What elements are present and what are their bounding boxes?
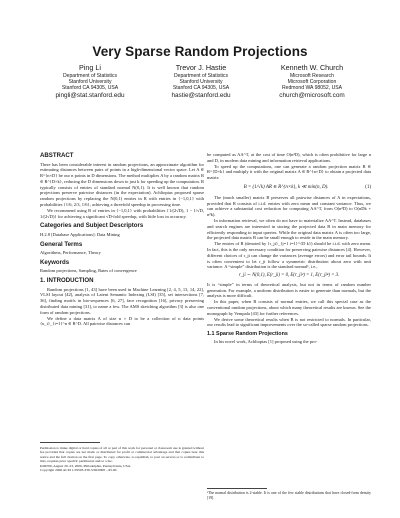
keywords-text: Random projections, Sampling, Rates of convergence [40, 268, 137, 274]
author-address: Stanford CA 94305, USA [172, 85, 230, 92]
body-paragraph: The (much smaller) matrix B preserves all pairwise distances of A in expectations, provided that R consists of i.i.d. entries with zero mean and constant variance. Thus, we can achieve a substantial cost reduction for computing AA^T, from O(n²D) to O(nDk + n²k). [207, 194, 371, 218]
author-org: Stanford University [179, 78, 223, 85]
general-terms-heading: General Terms [40, 240, 83, 248]
author-1 [30, 64, 150, 100]
footnote-rule [207, 488, 267, 489]
keywords-heading: Keywords [40, 258, 70, 266]
author-name: Trevor J. Hastie [175, 63, 227, 72]
body-paragraph: In his novel work, Achlioptas [1] proposed using the pro- [214, 339, 318, 345]
body-paragraph: The entries of R (denoted by {r_ji}_{j=1 i=1}^{D k}) should be i.i.d. with zero mean. In fact, this is the only necessary condition for preserving pairwise distances [4]. However, different choices of r_ji can change the variances (average errors) and error tail bounds. It is often convenient to let r_ji follow a symmetric distribution about zero with unit variance. A “simple” distribution is the standard normal¹, i.e., [207, 241, 371, 270]
author-dept: Department of Statistics [62, 72, 118, 79]
author-dept: Department of Statistics [173, 72, 229, 79]
author-3 [252, 64, 372, 100]
acm-copyright-line: Copyright 2006 ACM 1-59593-339-5/06/0008 ...$5.00. [40, 468, 118, 473]
body-paragraph: To speed up the computations, one can generate a random projection matrix R ∈ R^{D×k} and multiply it with the original matrix A ∈ R^{n×D} to obtain a projected data matrix [207, 163, 371, 181]
left-column [40, 152, 204, 327]
copyright-text: Permission to make digital or hard copies of all or part of this work for personal or classroom use is granted without fee provided that copies are not made or distributed for profit or commercial advantage and that copies bear this notice and the full citation on the first page. To copy otherwise, to republish, to post on servers or to redistribute to lists, requires prior specific permission and/or a fee. [40, 446, 204, 464]
abstract-heading: ABSTRACT [40, 152, 74, 159]
introduction-paragraph-2: We define a data matrix A of size n × D to be a collection of n data points {u_i}_{i=1}^n ∈ R^D. All pairwise distances can [40, 315, 204, 327]
body-paragraph: be computed as AA^T, at the cost of time O(n²D), which is often prohibitive for large n and D, in modern data mining and information retrieval applications. [207, 152, 371, 163]
footnote [207, 488, 371, 501]
body-paragraph: It is “simple” in terms of theoretical analysis, but not in terms of random number generation. For example, a uniform distribution is easier to generate than normals, but the analysis is more difficult. [207, 281, 371, 299]
paper-title: Very Sparse Random Projections [92, 44, 308, 59]
equation-1-number: (1) [365, 184, 371, 190]
author-name: Kenneth W. Church [280, 63, 344, 72]
introduction-paragraph: Random projections [1, 43] have been used in Machine Learning [2, 4, 5, 13, 14, 22], VLSI layout [42], analysis of Latent Semantic Indexing (LSI) [35], set intersections [7, 36], finding motifs in bio-sequences [6, 27], face recognition [16], privacy preserving distributed data mining [31], to name a few. The AMS sketching algorithm [3] is also one form of random projections. [40, 286, 204, 315]
body-paragraph: In this paper, when R consists of normal entries, we call this special case as the conventional random projections, about which many theoretical results are known. See the monograph by Vempala [43] for further references. [207, 299, 371, 316]
equation-1-body: B = (1/√k) AR ∈ R^{n×k}, k ≪ min(n, D). [243, 184, 329, 190]
equation-2: r_ji ∼ N(0,1), E(r_ji) = 0, E(r_ji²) = 1, E(r_ji⁴) = 3. [238, 273, 340, 279]
author-email[interactable]: pingli@stat.stanford.edu [55, 91, 125, 99]
author-block [30, 64, 372, 104]
body-paragraph: We derive some theoretical results when B is not restricted to normals. In particular, our results lead to significant improvements over the so-called sparse random projections. [207, 316, 371, 328]
author-email[interactable]: church@microsoft.com [279, 91, 345, 99]
footnote-text: ¹The normal distribution is 2-stable. It is one of the few stable distributions that have closed-form density [19]. [207, 491, 371, 500]
author-dept: Microsoft Research [290, 72, 334, 79]
abstract-text: There has been considerable interest in random projections, an approximate algorithm for estimating distances between pairs of points in a high-dimensional vector space. Let A ∈ R^{n×D} be our n points in D dimensions. The method multiplies A by a random matrix R ∈ R^{D×k}, reducing the D dimensions down to just k for speeding up the computation. R typically consists of entries of standard normal N(0,1). It is well known that random projections preserve pairwise distances (in the expectation). Achlioptas proposed sparse random projections by replacing the N(0,1) entries in R with entries in {−1,0,1} with probabilities {1/6, 2/3, 1/6}, achieving a threefold speedup in processing time. [40, 161, 204, 207]
copyright-notice [40, 442, 204, 472]
author-email[interactable]: hastie@stanford.edu [171, 91, 231, 99]
categories-heading: Categories and Subject Descriptors [40, 222, 144, 230]
categories-text: H.2.8 [Database Applications]: Data Mining [40, 231, 120, 237]
introduction-heading: 1. INTRODUCTION [40, 277, 94, 285]
author-name: Ping Li [79, 63, 101, 72]
author-org: Microsoft Corporation [287, 78, 337, 85]
author-address: Redmond WA 98052, USA [281, 85, 343, 92]
author-org: Stanford University [68, 78, 112, 85]
author-2 [141, 64, 261, 100]
body-paragraph: In information retrieval, we often do not have to materialize AA^T. Instead, databases and search engines are interested in storing the projected data B in main memory for efficiently responding to input queries. While the original data matrix A is often too large, the projected data matrix B can be small enough to reside in the main memory. [207, 218, 371, 241]
general-terms-text: Algorithms, Performance, Theory [40, 250, 101, 256]
right-column [207, 152, 371, 345]
author-address: Stanford CA 94305, USA [61, 85, 119, 92]
copyright-rule [40, 442, 100, 443]
conference-line: KDD'06, August 20–23, 2006, Philadelphia, Pennsylvania, USA. [40, 463, 132, 468]
abstract-text-2: We recommend using R of entries in {−1,0,1} with probabilities {1/(2√D), 1 − 1/√D, 1/(2√D)} for achieving a significant √D-fold speedup, with little loss in accuracy. [40, 207, 204, 219]
subsection-heading: 1.1 Sparse Random Projections [207, 331, 288, 338]
equation-1 [207, 184, 371, 192]
